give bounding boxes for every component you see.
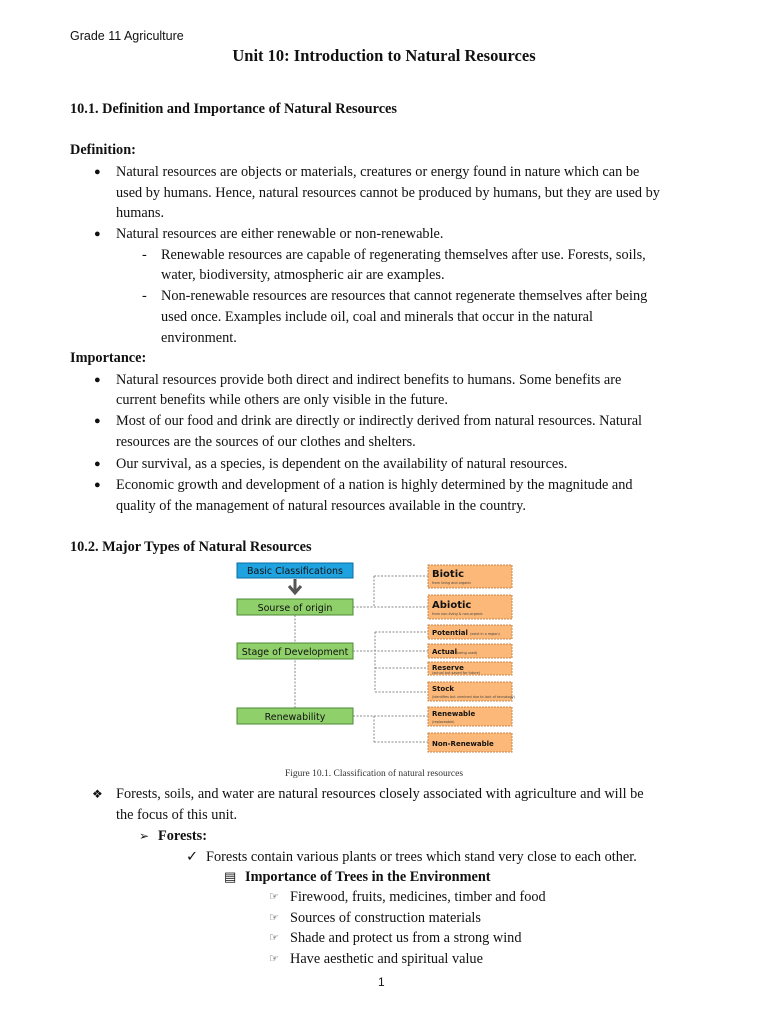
type-note: (replaceable) [432, 720, 455, 724]
paragraph-line: Natural resources provide both direct and indirect benefits to humans. Some benefits are [116, 372, 622, 388]
dash-icon: - [142, 247, 147, 263]
paragraph-line: used by humans. Hence, natural resources cannot be produced by humans, but they are used by [116, 185, 660, 201]
forests-label: Forests: [158, 828, 207, 844]
paragraph-line: Natural resources are either renewable or non-renewable. [116, 226, 444, 242]
bullet-icon: ▤ [224, 869, 237, 884]
classification-figure [232, 558, 517, 783]
paragraph-line: environment. [161, 330, 237, 346]
type-name: Biotic [432, 569, 465, 580]
paragraph-line: Natural resources are objects or materials, creatures or energy found in nature which can be [116, 164, 640, 180]
type-note: (actual but saved for future) [432, 671, 481, 675]
section-heading: 10.2. Major Types of Natural Resources [70, 539, 312, 555]
bullet-icon: ● [94, 166, 101, 178]
importance-label: Importance: [70, 350, 147, 366]
paragraph-line: Most of our food and drink are directly or indirectly derived from natural resources. Natural [116, 413, 643, 429]
arrow-down-icon [289, 579, 301, 593]
paragraph-line: Forests contain various plants or trees which stand very close to each other. [206, 849, 637, 865]
type-name: Reserve [432, 664, 464, 672]
pointing-hand-icon: ☞ [269, 912, 279, 924]
type-note: (exist in a region) [470, 632, 500, 636]
type-name: Potential [432, 629, 468, 637]
section-heading: 10.1. Definition and Importance of Natural Resources [70, 101, 397, 117]
type-note: from living and organic [432, 581, 472, 585]
category-box: Renewability [264, 712, 326, 723]
bullet-icon: ● [94, 374, 101, 386]
paragraph-line: humans. [116, 205, 165, 221]
type-note: (being used) [456, 651, 478, 655]
bullet-icon: ● [94, 415, 101, 427]
paragraph-line: water, biodiversity, atmospheric air are examples. [161, 267, 445, 283]
subheading: Importance of Trees in the Environment [245, 869, 491, 885]
pointing-hand-icon: ☞ [269, 953, 279, 965]
list-item: Have aesthetic and spiritual value [290, 951, 483, 967]
type-name: Renewable [432, 710, 476, 718]
diamond-bullet-icon: ❖ [92, 787, 103, 801]
type-name: Non-Renewable [432, 740, 494, 748]
list-item: Shade and protect us from a strong wind [290, 930, 522, 946]
page-title: Unit 10: Introduction to Natural Resources [232, 46, 536, 65]
category-box: Stage of Development [241, 647, 349, 658]
type-name: Abiotic [432, 600, 472, 611]
bullet-icon: ● [94, 458, 101, 470]
paragraph-line: used once. Examples include oil, coal and minerals that occur in the natural [161, 309, 593, 325]
paragraph-line: the focus of this unit. [116, 807, 238, 823]
checkmark-icon: ✓ [186, 849, 198, 865]
type-name: Actual [432, 648, 458, 656]
bullet-icon: ● [94, 228, 101, 240]
pointing-hand-icon: ☞ [269, 891, 279, 903]
root-box: Basic Classifications [247, 566, 343, 577]
definition-label: Definition: [70, 142, 136, 158]
paragraph-line: Forests, soils, and water are natural resources closely associated with agriculture and will be [116, 786, 644, 802]
category-box: Sourse of origin [257, 603, 333, 614]
type-note: from non-living & non-organic [432, 612, 483, 616]
paragraph-line: resources are the sources of our clothes and shelters. [116, 434, 416, 450]
list-item: Firewood, fruits, medicines, timber and food [290, 889, 546, 905]
paragraph-line: Non-renewable resources are resources that cannot regenerate themselves after being [161, 288, 648, 304]
bullet-icon: ● [94, 479, 101, 491]
pointing-hand-icon: ☞ [269, 932, 279, 944]
arrow-bullet-icon: ➢ [139, 829, 150, 843]
paragraph-line: Economic growth and development of a nation is highly determined by the magnitude and [116, 477, 633, 493]
dash-icon: - [142, 288, 147, 304]
running-header: Grade 11 Agriculture [70, 29, 184, 43]
paragraph-line: Renewable resources are capable of regenerating themselves after use. Forests, soils, [161, 247, 646, 263]
paragraph-line: current benefits while others are only visible in the future. [116, 392, 448, 408]
figure-caption: Figure 10.1. Classification of natural resources [284, 769, 464, 779]
paragraph-line: quality of the management of natural resources available in the country. [116, 498, 526, 514]
paragraph-line: Our survival, as a species, is dependent on the availability of natural resources. [116, 456, 568, 472]
list-item: Sources of construction materials [290, 910, 481, 926]
type-note: (identifies but unmined due to lack of tecnology) [432, 695, 515, 699]
page-number: 1 [378, 975, 385, 989]
type-name: Stock [432, 685, 455, 693]
